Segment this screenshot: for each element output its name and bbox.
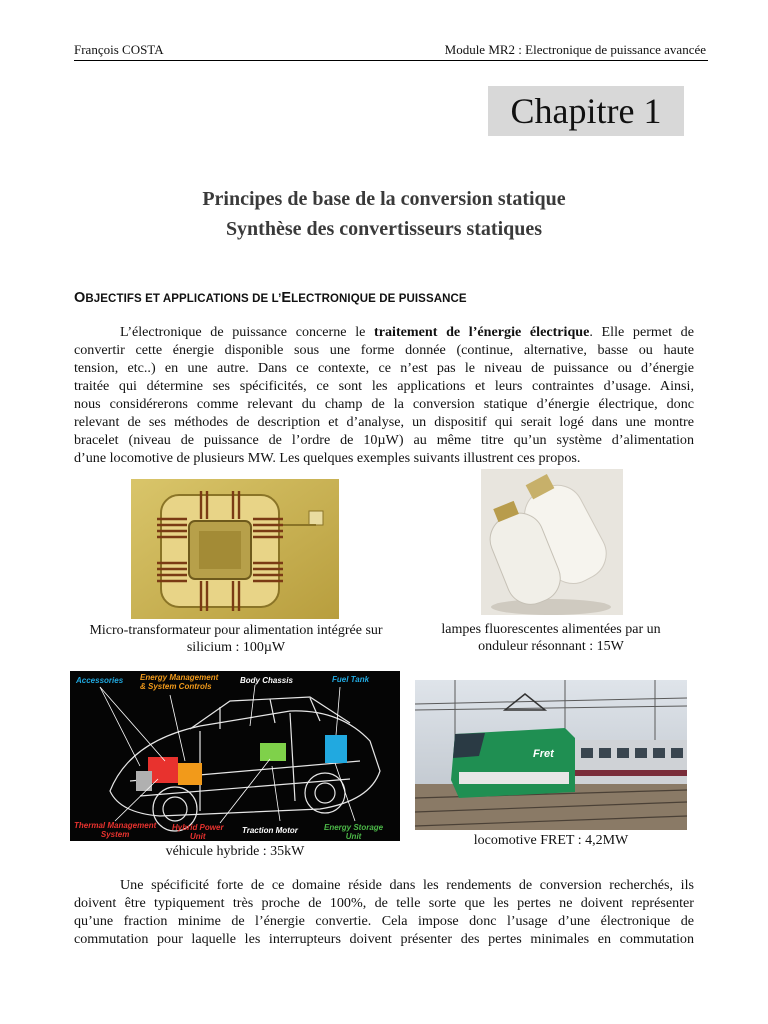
- figure-caption-1: [70, 622, 402, 656]
- fret-locomotive-image: [415, 680, 687, 830]
- paragraph-line: d’une locomotive de plusieurs MW. Les quelques exemples suivants illustrent ces propos.: [74, 450, 581, 466]
- label-thermal-management: [74, 821, 156, 839]
- label-traction-motor: Traction Motor: [242, 826, 298, 835]
- header-module: Module MR2 : Electronique de puissance avancée: [444, 42, 706, 57]
- paragraph-line: Une spécificité forte de ce domaine réside dans les rendements de conversion recherchés, ils: [120, 877, 694, 893]
- label-energy-management: [140, 673, 218, 691]
- paragraph-line: qu’une fraction minime de l’énergie convertie. Cela impose donc l’usage d’une électronique de: [74, 913, 694, 929]
- paragraph-lead-tail: . Elle permet de: [589, 324, 694, 340]
- label-fuel-tank: Fuel Tank: [332, 675, 370, 684]
- section-heading-part1: BJECTIFS ET APPLICATIONS DE L: [85, 293, 279, 305]
- section-heading-apostrophe: ’: [278, 293, 282, 305]
- micro-transformer-image: [131, 479, 339, 619]
- paragraph-line: relevant de ses méthodes de description et d’analyse, un dispositif qui serait logé dans une montre: [74, 414, 694, 430]
- label-energy-storage: [324, 823, 383, 841]
- label-hybrid-power-unit: [172, 823, 224, 841]
- paragraph-line: nous considérerons comme relevant du champ de la conversion statique d’énergie électrique, donc: [74, 396, 694, 412]
- header-divider: [74, 60, 708, 61]
- figure-caption-4: locomotive FRET : 4,2MW: [473, 833, 629, 848]
- label-line: Energy Storage: [324, 823, 384, 832]
- chapter-label: Chapitre 1: [488, 86, 684, 136]
- header-author: François COSTA: [74, 42, 164, 57]
- title-line-1: Principes de base de la conversion statique: [202, 188, 566, 210]
- figure-caption-2: [410, 621, 692, 655]
- paragraph-line: commutation pour laquelle les interrupteurs doivent présenter des pertes minimales en commutation: [74, 931, 694, 947]
- intro-paragraph: [74, 323, 694, 467]
- section-heading-initial: O: [74, 290, 86, 306]
- paragraph-line: traitée qui détermine ses spécificités, ce sont les applications et leurs contraintes d’usage. Ainsi,: [74, 378, 694, 394]
- caption-line: onduleur résonnant : 15W: [478, 639, 624, 654]
- paragraph-line: doivent être typiquement très proche de 100%, de telle sorte que les pertes ne doivent représenter: [74, 895, 694, 911]
- caption-line: lampes fluorescentes alimentées par un: [441, 622, 661, 637]
- label-accessories: Accessories: [76, 676, 124, 685]
- label-body-chassis: Body Chassis: [240, 676, 293, 685]
- label-line: System: [100, 830, 130, 839]
- paragraph-line: [74, 323, 694, 341]
- fret-logo: Fret: [533, 748, 554, 760]
- paragraph-line: tension, etc..) en une autre. Dans ce contexte, ce n’est pas le niveau de puissance ou d’énergie: [74, 360, 694, 376]
- section-heading-initial-2: E: [281, 290, 292, 306]
- hybrid-vehicle-image: [70, 671, 400, 841]
- label-line: Energy Management: [140, 673, 219, 682]
- efficiency-paragraph: [74, 876, 694, 948]
- label-line: & System Controls: [140, 682, 212, 691]
- fluorescent-lamps-image: [481, 469, 623, 615]
- section-heading-part2: LECTRONIQUE DE PUISSANCE: [291, 293, 467, 305]
- title-line-2: Synthèse des convertisseurs statiques: [225, 218, 543, 240]
- label-line: Unit: [345, 832, 362, 841]
- caption-line: silicium : 100µW: [186, 640, 286, 655]
- label-line: Hybrid Power: [172, 823, 224, 832]
- caption-line: Micro-transformateur pour alimentation intégrée sur: [89, 623, 383, 638]
- section-heading: [74, 290, 467, 306]
- label-line: Unit: [190, 832, 206, 841]
- paragraph-lead: L’électronique de puissance concerne le: [120, 324, 375, 340]
- label-line: Thermal Management: [74, 821, 157, 830]
- paragraph-line: bracelet (niveau de puissance de l’ordre de 10µW) au même titre qu’un système d’alimentation: [74, 432, 694, 448]
- paragraph-line: convertir cette énergie disponible sous une forme donnée (continue, alternative, basse ou haute: [74, 342, 694, 358]
- figure-caption-3: véhicule hybride : 35kW: [165, 844, 305, 859]
- paragraph-emphasis: traitement de l’énergie électrique: [374, 324, 590, 340]
